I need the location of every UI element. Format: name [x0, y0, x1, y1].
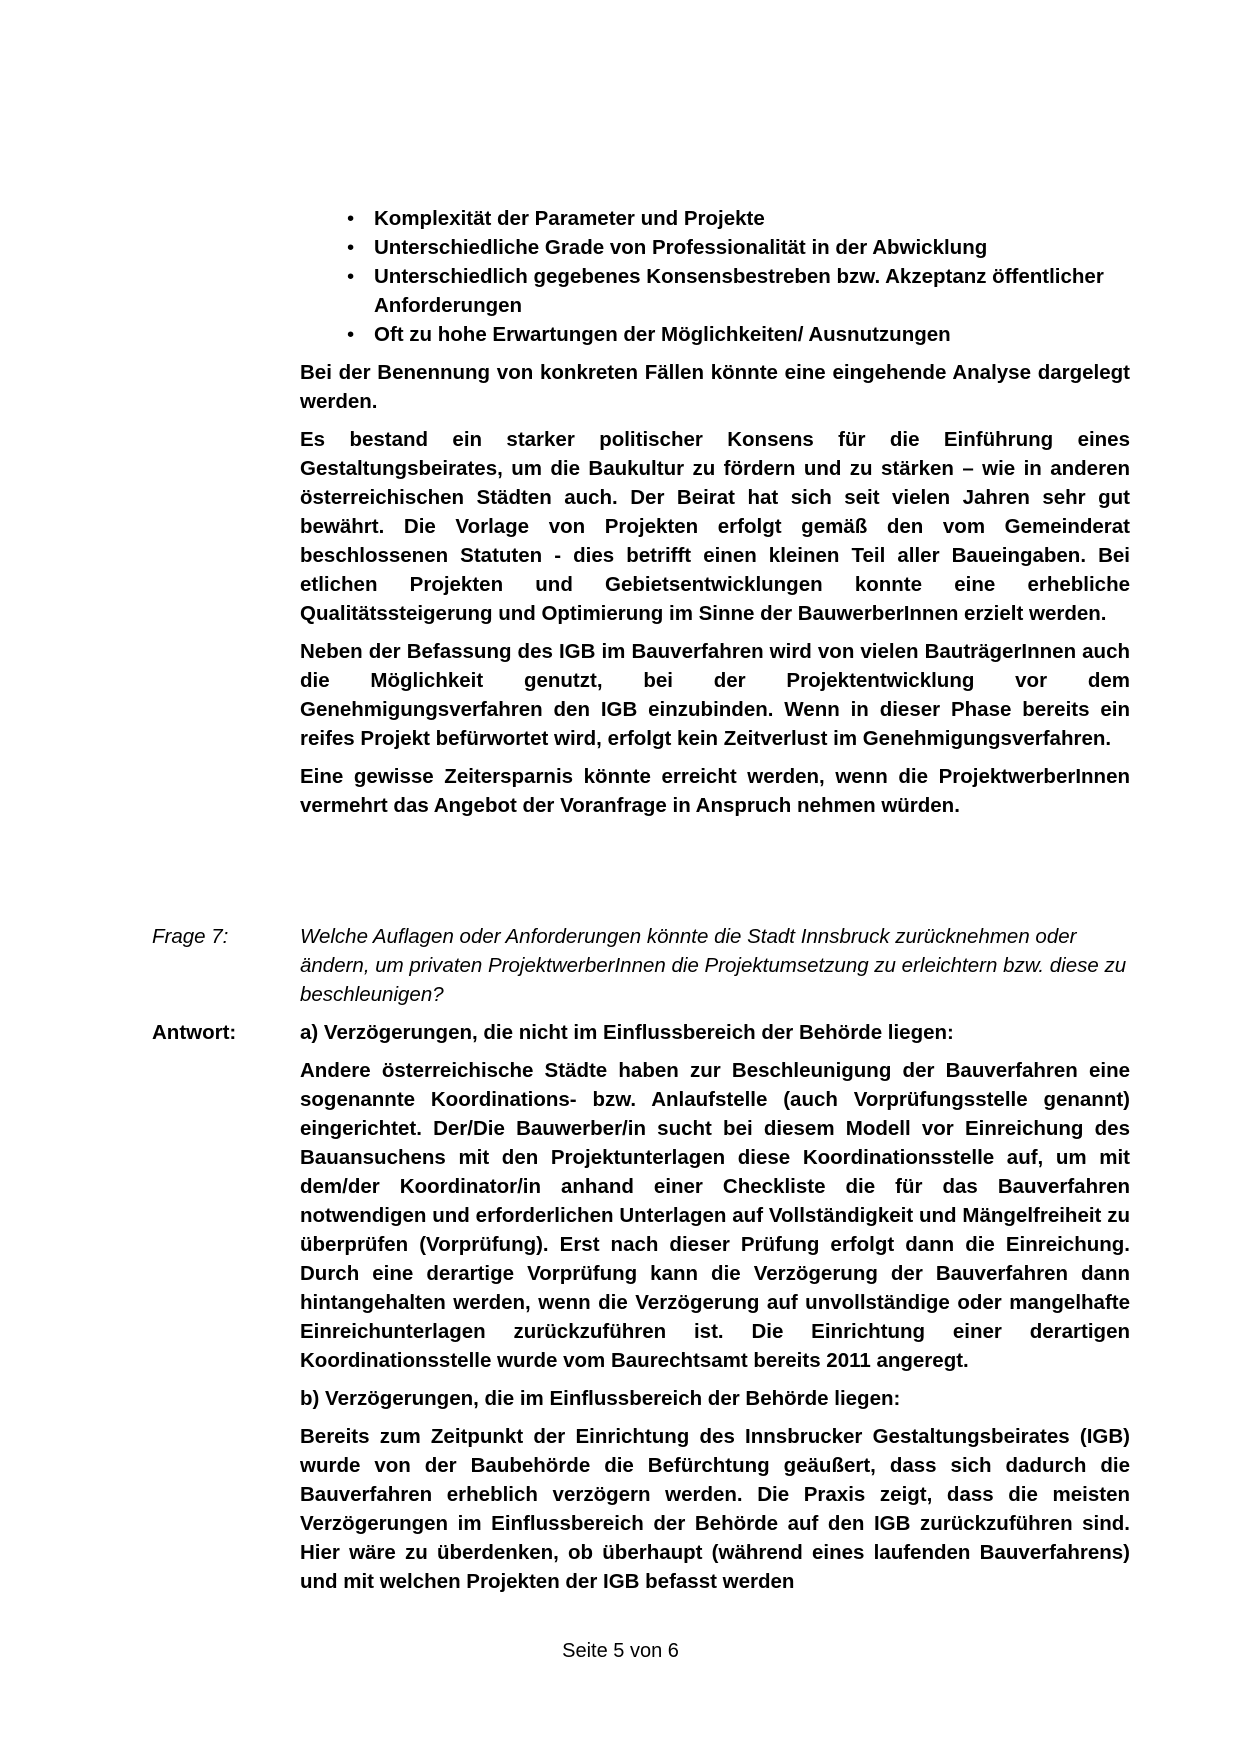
- answer-paragraph-b: Bereits zum Zeitpunkt der Einrichtung des Innsbrucker Gestaltungsbeirates (IGB) wurde von der Baubehörde die Befürchtung geäußert, dass sich dadurch die Bauverfahren erheblich verzögern werden. Die Praxis zeigt, dass die meisten Verzögerungen im Einflussbereich der Behörde auf den IGB zurückzuführen sind. Hier wäre zu überdenken, ob überhaupt (während eines laufenden Bauverfahrens) und mit welchen Projekten der IGB befasst werden: [300, 1425, 1130, 1593]
- answer-paragraph-a: Andere österreichische Städte haben zur Beschleunigung der Bauverfahren eine sogenannte Koordinations- bzw. Anlaufstelle (auch Vorprüfungsstelle genannt) eingerichtet. Der/Die Bauwerber/in sucht bei diesem Modell vor Einreichung des Bauansuchens mit den Projektunterlagen diese Koordinationsstelle auf, um mit dem/der Koordinator/in anhand einer Checkliste die für das Bauverfahren notwendigen und erforderlichen Unterlagen auf Vollständigkeit und Mängelfreiheit zu überprüfen (Vorprüfung). Erst nach dieser Prüfung erfolgt dann die Einreichung. Durch eine derartige Vorprüfung kann die Verzögerung der Bauverfahren dann hintangehalten werden, wenn die Verzögerung auf unvollständige oder mangelhafte Einreichunterlagen zurückzuführen ist. Die Einrichtung einer derartigen Koordinationsstelle wurde vom Baurechtsamt bereits 2011 angeregt.: [300, 1059, 1130, 1372]
- answer-body: [300, 1018, 1130, 1605]
- question-label: Frage 7:: [152, 925, 229, 948]
- paragraph-igb-early-involvement: Neben der Befassung des IGB im Bauverfahren wird von vielen BauträgerInnen auch die Möglichkeit genutzt, bei der Projektentwicklung vor dem Genehmigungsverfahren den IGB einzubinden. Wenn in dieser Phase bereits ein reifes Projekt befürwortet wird, erfolgt kein Zeitverlust im Genehmigungsverfahren.: [300, 640, 1130, 750]
- paragraph-case-analysis: Bei der Benennung von konkreten Fällen könnte eine eingehende Analyse dargelegt werden.: [300, 361, 1130, 413]
- bullet-icon: •: [347, 265, 355, 288]
- answer-heading-b: b) Verzögerungen, die im Einflussbereich der Behörde liegen:: [300, 1387, 901, 1410]
- bullet-icon: •: [347, 207, 355, 230]
- list-item: • Oft zu hohe Erwartungen der Möglichkeiten/ Ausnutzungen: [300, 320, 1130, 349]
- bullet-icon: •: [347, 323, 355, 346]
- question-text: Welche Auflagen oder Anforderungen könnte die Stadt Innsbruck zurücknehmen oder ändern, um privaten ProjektwerberInnen die Projektumsetzung zu erleichtern bzw. diese zu beschleunigen?: [300, 925, 1127, 1006]
- intro-section: [300, 204, 1130, 829]
- list-item: • Unterschiedliche Grade von Professionalität in der Abwicklung: [300, 233, 1130, 262]
- answer-heading-a: a) Verzögerungen, die nicht im Einflussbereich der Behörde liegen:: [300, 1021, 954, 1044]
- question-answer-section: [152, 922, 1130, 1605]
- list-item: • Unterschiedlich gegebenes Konsensbestreben bzw. Akzeptanz öffentlicher Anforderungen: [300, 262, 1130, 320]
- answer-label: Antwort:: [152, 1021, 237, 1044]
- page-number: Seite 5 von 6: [562, 1640, 679, 1662]
- list-item: • Komplexität der Parameter und Projekte: [300, 204, 1130, 233]
- bullet-icon: •: [347, 236, 355, 259]
- paragraph-beirat: Es bestand ein starker politischer Konsens für die Einführung eines Gestaltungsbeirates, um die Baukultur zu fördern und zu stärken – wie in anderen österreichischen Städten auch. Der Beirat hat sich seit vielen Jahren sehr gut bewährt. Die Vorlage von Projekten erfolgt gemäß den vom Gemeinderat beschlossenen Statuten - dies betrifft einen kleinen Teil aller Baueingaben. Bei etlichen Projekten und Gebietsentwicklungen konnte eine erhebliche Qualitätssteigerung und Optimierung im Sinne der BauwerberInnen erzielt werden.: [300, 428, 1130, 625]
- paragraph-time-savings: Eine gewisse Zeitersparnis könnte erreicht werden, wenn die ProjektwerberInnen vermehrt das Angebot der Voranfrage in Anspruch nehmen würden.: [300, 765, 1130, 817]
- bullet-list: [300, 204, 1130, 349]
- question-row: [152, 922, 1130, 1009]
- answer-row: [152, 1018, 1130, 1605]
